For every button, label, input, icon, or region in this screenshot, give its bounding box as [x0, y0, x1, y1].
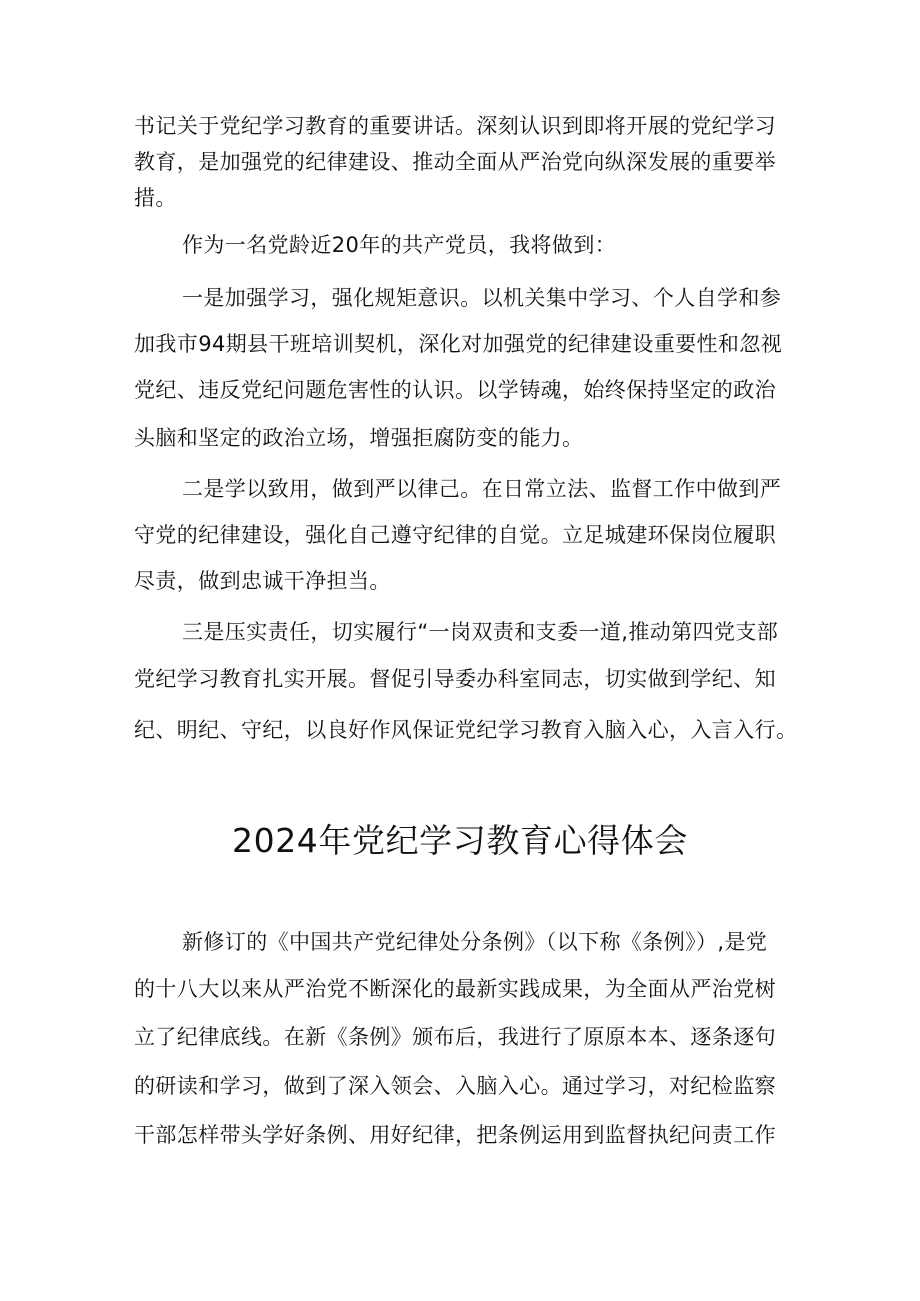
text-line: 党纪学习教育扎实开展。督促引导委办科室同志，切实做到学纪、知 — [134, 667, 776, 691]
text-line: 的研读和学习，做到了深入领会、入脑入心。通过学习，对纪检监察 — [134, 1074, 776, 1098]
text-line: 书记关于党纪学习教育的重要讲话。深刻认识到即将开展的党纪学习 — [134, 114, 776, 138]
text-line: 党纪、违反党纪问题危害性的认识。以学铸魂，始终保持坚定的政治 — [134, 378, 776, 402]
paragraph-line-point-3: 三是压实责任，切实履行“一岗双责和支委一道,推动第四党支部 — [182, 620, 779, 644]
text-line: 的十八大以来从严治党不断深化的最新实践成果，为全面从严治党树 — [134, 977, 776, 1001]
text-line: 立了纪律底线。在新《条例》颁布后，我进行了原原本本、逐条逐句 — [134, 1025, 776, 1049]
text-line: 守党的纪律建设，强化自己遵守纪律的自觉。立足城建环保岗位履职 — [134, 523, 776, 547]
text-line: 干部怎样带头学好条例、用好纪律，把条例运用到监督执纪问责工作 — [134, 1123, 776, 1147]
text-line: 加我市94期县干班培训契机，深化对加强党的纪律建设重要性和忽视 — [134, 332, 783, 356]
paragraph-line-point-2: 二是学以致用，做到严以律己。在日常立法、监督工作中做到严 — [182, 477, 782, 501]
paragraph-line-point-1: 一是加强学习，强化规矩意识。以机关集中学习、个人自学和参 — [182, 286, 782, 310]
text-line: 教育，是加强党的纪律建设、推动全面从严治党向纵深发展的重要举 — [134, 150, 776, 174]
paragraph-line-intro: 作为一名党龄近20年的共产党员，我将做到： — [182, 233, 617, 257]
paragraph-line-opening: 新修订的《中国共产党纪律处分条例》（以下称《条例》）,是党 — [182, 930, 768, 954]
text-line: 尽责，做到忠诚干净担当。 — [134, 569, 391, 593]
text-line: 头脑和坚定的政治立场，增强拒腐防变的能力。 — [134, 426, 584, 450]
section-title: 2024年党纪学习教育心得体会 — [232, 821, 688, 860]
text-line: 纪、明纪、守纪，以良好作风保证党纪学习教育入脑入心，入言入行。 — [134, 718, 798, 742]
text-line: 措。 — [134, 186, 177, 210]
